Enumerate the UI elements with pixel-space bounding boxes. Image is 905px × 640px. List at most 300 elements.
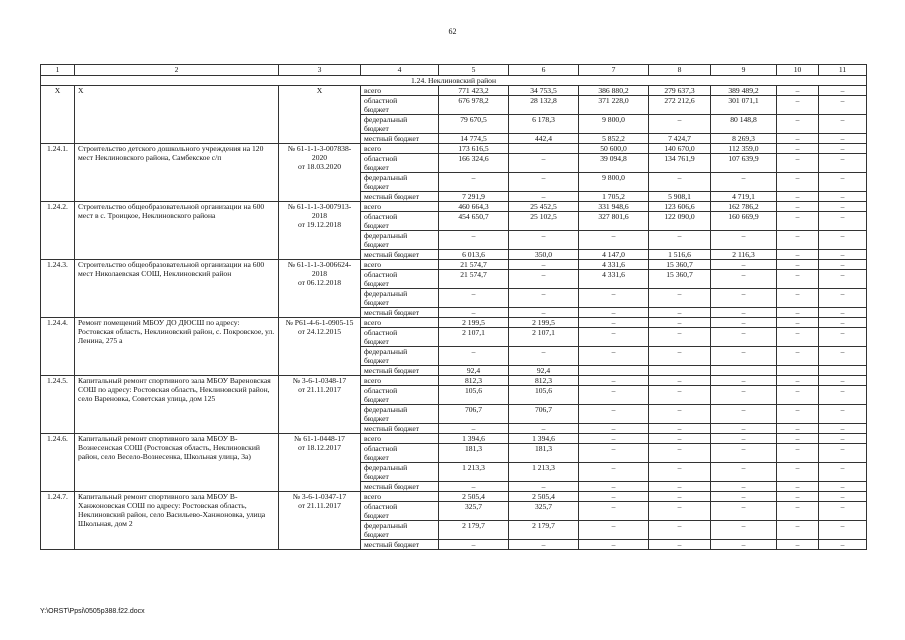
amount-cell: 706,7: [439, 405, 509, 424]
amount-cell: –: [509, 154, 579, 173]
amount-cell: –: [777, 492, 819, 502]
funding-source: федеральный бюджет: [361, 347, 439, 366]
amount-cell: 2 199,5: [439, 318, 509, 328]
funding-source: всего: [361, 144, 439, 154]
page-number: 62: [448, 27, 457, 36]
amount-cell: –: [777, 540, 819, 550]
amount-cell: –: [711, 405, 777, 424]
amount-cell: –: [819, 250, 867, 260]
amount-cell: –: [509, 173, 579, 192]
item-number: 1.24.4.: [41, 318, 75, 376]
amount-cell: 1 705,2: [579, 192, 649, 202]
amount-cell: –: [649, 424, 711, 434]
amount-cell: –: [649, 115, 711, 134]
amount-cell: –: [649, 347, 711, 366]
amount-cell: 92,4: [439, 366, 509, 376]
amount-cell: –: [711, 540, 777, 550]
amount-cell: –: [711, 318, 777, 328]
amount-cell: 812,3: [509, 376, 579, 386]
amount-cell: 5 908,1: [649, 192, 711, 202]
amount-cell: –: [649, 308, 711, 318]
amount-cell: –: [711, 492, 777, 502]
amount-cell: –: [649, 492, 711, 502]
amount-cell: 181,3: [509, 444, 579, 463]
amount-cell: 706,7: [509, 405, 579, 424]
amount-cell: –: [439, 308, 509, 318]
funding-source: областной бюджет: [361, 212, 439, 231]
amount-cell: –: [649, 482, 711, 492]
amount-cell: [819, 366, 867, 376]
amount-cell: –: [777, 405, 819, 424]
amount-cell: 105,6: [509, 386, 579, 405]
column-number: 5: [439, 65, 509, 76]
registration-number: № 61-1-1-3-007838-2020 от 18.03.2020: [279, 144, 361, 202]
amount-cell: 1 394,6: [509, 434, 579, 444]
column-number: 4: [361, 65, 439, 76]
amount-cell: –: [711, 482, 777, 492]
amount-cell: 4 331,6: [579, 260, 649, 270]
amount-cell: –: [579, 482, 649, 492]
amount-cell: –: [649, 405, 711, 424]
amount-cell: –: [579, 318, 649, 328]
amount-cell: –: [777, 250, 819, 260]
amount-cell: 79 670,5: [439, 115, 509, 134]
amount-cell: –: [777, 424, 819, 434]
amount-cell: –: [509, 289, 579, 308]
amount-cell: –: [711, 463, 777, 482]
object-name: Ремонт помещений МБОУ ДО ДЮСШ по адресу: Ростовская область, Неклиновский район, с. Покровское, ул. Ленина, 275 а: [75, 318, 279, 376]
funding-source: местный бюджет: [361, 482, 439, 492]
section-title-row: [41, 76, 867, 86]
object-name: Капитальный ремонт спортивного зала МБОУ В-Вознесенская СОШ (Ростовская область, Неклиновский район, село Весело-Вознесенка, Школьная улица, 3а): [75, 434, 279, 492]
column-number: 2: [75, 65, 279, 76]
amount-cell: –: [711, 328, 777, 347]
item-number: 1.24.2.: [41, 202, 75, 260]
amount-cell: –: [777, 260, 819, 270]
item-number: X: [41, 86, 75, 144]
funding-source: всего: [361, 86, 439, 96]
funding-source: областной бюджет: [361, 270, 439, 289]
amount-cell: –: [777, 347, 819, 366]
amount-cell: 386 880,2: [579, 86, 649, 96]
amount-cell: 160 669,9: [711, 212, 777, 231]
amount-cell: –: [777, 231, 819, 250]
funding-source: областной бюджет: [361, 154, 439, 173]
amount-cell: 454 650,7: [439, 212, 509, 231]
amount-cell: 122 090,0: [649, 212, 711, 231]
amount-cell: –: [649, 386, 711, 405]
amount-cell: 2 179,7: [439, 521, 509, 540]
amount-cell: 166 324,6: [439, 154, 509, 173]
amount-cell: [711, 366, 777, 376]
amount-cell: 39 094,8: [579, 154, 649, 173]
funding-source: всего: [361, 492, 439, 502]
amount-cell: –: [649, 502, 711, 521]
amount-cell: 676 978,2: [439, 96, 509, 115]
amount-cell: –: [777, 270, 819, 289]
amount-cell: –: [777, 308, 819, 318]
table-row: [41, 492, 867, 502]
amount-cell: –: [509, 231, 579, 250]
amount-cell: 25 102,5: [509, 212, 579, 231]
amount-cell: –: [439, 173, 509, 192]
amount-cell: –: [711, 444, 777, 463]
registration-number: № 3-6-1-0347-17 от 21.11.2017: [279, 492, 361, 550]
amount-cell: 8 269,3: [711, 134, 777, 144]
amount-cell: –: [711, 434, 777, 444]
amount-cell: –: [777, 521, 819, 540]
column-number: 8: [649, 65, 711, 76]
funding-source: федеральный бюджет: [361, 231, 439, 250]
registration-number: № 3-6-1-0348-17 от 21.11.2017: [279, 376, 361, 434]
amount-cell: 181,3: [439, 444, 509, 463]
funding-source: федеральный бюджет: [361, 289, 439, 308]
amount-cell: –: [819, 308, 867, 318]
funding-source: федеральный бюджет: [361, 405, 439, 424]
amount-cell: 28 132,8: [509, 96, 579, 115]
amount-cell: –: [439, 289, 509, 308]
amount-cell: –: [711, 308, 777, 318]
amount-cell: 9 800,0: [579, 115, 649, 134]
column-number: 11: [819, 65, 867, 76]
funding-source: местный бюджет: [361, 192, 439, 202]
amount-cell: –: [649, 463, 711, 482]
section-title: 1.24. Неклиновский район: [41, 76, 867, 86]
amount-cell: [509, 144, 579, 154]
amount-cell: 80 148,8: [711, 115, 777, 134]
amount-cell: 325,7: [439, 502, 509, 521]
column-number: 1: [41, 65, 75, 76]
amount-cell: 2 199,5: [509, 318, 579, 328]
amount-cell: –: [819, 212, 867, 231]
amount-cell: 112 359,0: [711, 144, 777, 154]
amount-cell: –: [819, 521, 867, 540]
amount-cell: 2 116,3: [711, 250, 777, 260]
table-row: [41, 318, 867, 328]
amount-cell: –: [819, 96, 867, 115]
amount-cell: –: [819, 502, 867, 521]
registration-number: X: [279, 86, 361, 144]
amount-cell: 7 291,9: [439, 192, 509, 202]
amount-cell: –: [509, 308, 579, 318]
amount-cell: 134 761,9: [649, 154, 711, 173]
amount-cell: –: [649, 540, 711, 550]
amount-cell: –: [711, 260, 777, 270]
registration-number: № 61-1-1-3-007913-2018 от 19.12.2018: [279, 202, 361, 260]
amount-cell: –: [579, 434, 649, 444]
amount-cell: –: [711, 347, 777, 366]
amount-cell: –: [649, 328, 711, 347]
registration-number: № 61-1-1-3-006624-2018 от 06.12.2018: [279, 260, 361, 318]
amount-cell: 2 505,4: [439, 492, 509, 502]
amount-cell: –: [777, 386, 819, 405]
funding-source: всего: [361, 434, 439, 444]
amount-cell: –: [439, 231, 509, 250]
column-number-row: [41, 65, 867, 76]
amount-cell: –: [579, 231, 649, 250]
amount-cell: –: [509, 270, 579, 289]
object-name: Капитальный ремонт спортивного зала МБОУ Вареновская СОШ по адресу: Ростовская область, Неклиновский район, село Вареновка, Советская улица, дом 125: [75, 376, 279, 434]
amount-cell: –: [819, 482, 867, 492]
amount-cell: –: [509, 192, 579, 202]
amount-cell: –: [777, 144, 819, 154]
funding-source: местный бюджет: [361, 250, 439, 260]
amount-cell: –: [711, 270, 777, 289]
amount-cell: –: [579, 492, 649, 502]
table-row: [41, 434, 867, 444]
amount-cell: –: [579, 386, 649, 405]
amount-cell: –: [711, 386, 777, 405]
amount-cell: 50 600,0: [579, 144, 649, 154]
amount-cell: –: [819, 540, 867, 550]
funding-source: местный бюджет: [361, 134, 439, 144]
amount-cell: 21 574,7: [439, 260, 509, 270]
amount-cell: –: [439, 540, 509, 550]
amount-cell: –: [711, 173, 777, 192]
amount-cell: 1 213,3: [439, 463, 509, 482]
table-row: [41, 376, 867, 386]
amount-cell: –: [819, 444, 867, 463]
amount-cell: 1 516,6: [649, 250, 711, 260]
amount-cell: –: [819, 192, 867, 202]
amount-cell: –: [439, 424, 509, 434]
amount-cell: –: [711, 424, 777, 434]
amount-cell: –: [777, 173, 819, 192]
amount-cell: –: [819, 231, 867, 250]
amount-cell: 4 719,1: [711, 192, 777, 202]
amount-cell: –: [819, 154, 867, 173]
object-name: Капитальный ремонт спортивного зала МБОУ В-Ханжоновская СОШ по адресу: Ростовская область, Неклиновский район, село Васильево-Ханжоновка, улица Школьная, дом 2: [75, 492, 279, 550]
amount-cell: –: [777, 444, 819, 463]
amount-cell: 123 606,6: [649, 202, 711, 212]
amount-cell: 2 107,1: [509, 328, 579, 347]
amount-cell: –: [819, 86, 867, 96]
amount-cell: –: [819, 434, 867, 444]
amount-cell: –: [819, 376, 867, 386]
amount-cell: 272 212,6: [649, 96, 711, 115]
amount-cell: 2 179,7: [509, 521, 579, 540]
amount-cell: –: [819, 463, 867, 482]
amount-cell: –: [777, 154, 819, 173]
amount-cell: –: [579, 328, 649, 347]
amount-cell: –: [509, 260, 579, 270]
amount-cell: –: [819, 202, 867, 212]
amount-cell: 173 616,5: [439, 144, 509, 154]
funding-source: федеральный бюджет: [361, 115, 439, 134]
amount-cell: 92,4: [509, 366, 579, 376]
amount-cell: –: [819, 270, 867, 289]
amount-cell: –: [819, 318, 867, 328]
amount-cell: –: [777, 96, 819, 115]
amount-cell: –: [579, 502, 649, 521]
amount-cell: –: [819, 347, 867, 366]
item-number: 1.24.6.: [41, 434, 75, 492]
amount-cell: –: [777, 289, 819, 308]
amount-cell: –: [579, 308, 649, 318]
column-number: 7: [579, 65, 649, 76]
amount-cell: 6 013,6: [439, 250, 509, 260]
amount-cell: –: [579, 405, 649, 424]
table-body: [41, 65, 867, 550]
amount-cell: –: [777, 376, 819, 386]
amount-cell: 1 394,6: [439, 434, 509, 444]
amount-cell: –: [649, 289, 711, 308]
table-row: [41, 144, 867, 154]
amount-cell: –: [579, 521, 649, 540]
amount-cell: –: [819, 424, 867, 434]
funding-source: всего: [361, 260, 439, 270]
funding-source: областной бюджет: [361, 444, 439, 463]
amount-cell: 14 774,5: [439, 134, 509, 144]
amount-cell: –: [819, 115, 867, 134]
amount-cell: –: [777, 463, 819, 482]
amount-cell: –: [649, 318, 711, 328]
amount-cell: –: [579, 444, 649, 463]
amount-cell: 331 948,6: [579, 202, 649, 212]
amount-cell: 301 071,1: [711, 96, 777, 115]
funding-source: местный бюджет: [361, 540, 439, 550]
item-number: 1.24.5.: [41, 376, 75, 434]
amount-cell: –: [819, 173, 867, 192]
item-number: 1.24.1.: [41, 144, 75, 202]
amount-cell: 140 670,0: [649, 144, 711, 154]
amount-cell: –: [579, 540, 649, 550]
amount-cell: –: [819, 405, 867, 424]
amount-cell: –: [579, 347, 649, 366]
amount-cell: 9 800,0: [579, 173, 649, 192]
amount-cell: –: [819, 386, 867, 405]
table-row: [41, 202, 867, 212]
amount-cell: –: [509, 347, 579, 366]
amount-cell: 327 801,6: [579, 212, 649, 231]
amount-cell: –: [439, 482, 509, 492]
amount-cell: 389 489,2: [711, 86, 777, 96]
amount-cell: –: [777, 202, 819, 212]
amount-cell: –: [579, 289, 649, 308]
registration-number: № 61-1-0448-17 от 18.12.2017: [279, 434, 361, 492]
amount-cell: 371 228,0: [579, 96, 649, 115]
amount-cell: –: [711, 521, 777, 540]
amount-cell: 105,6: [439, 386, 509, 405]
object-name: Строительство общеобразовательной организации на 600 мест в с. Троицкое, Неклиновского района: [75, 202, 279, 260]
funding-source: федеральный бюджет: [361, 463, 439, 482]
amount-cell: 1 213,3: [509, 463, 579, 482]
amount-cell: 6 178,3: [509, 115, 579, 134]
amount-cell: –: [777, 212, 819, 231]
amount-cell: 350,0: [509, 250, 579, 260]
table-row: [41, 260, 867, 270]
amount-cell: 4 147,0: [579, 250, 649, 260]
amount-cell: 15 360,7: [649, 260, 711, 270]
funding-source: областной бюджет: [361, 328, 439, 347]
amount-cell: 7 424,7: [649, 134, 711, 144]
amount-cell: –: [649, 376, 711, 386]
amount-cell: –: [509, 540, 579, 550]
amount-cell: 15 360,7: [649, 270, 711, 289]
amount-cell: 21 574,7: [439, 270, 509, 289]
column-number: 10: [777, 65, 819, 76]
object-name: Строительство детского дошкольного учреждения на 120 мест Неклиновского района, Самбекское с/п: [75, 144, 279, 202]
amount-cell: –: [579, 376, 649, 386]
amount-cell: –: [777, 482, 819, 492]
amount-cell: 771 423,2: [439, 86, 509, 96]
budget-table: [40, 64, 867, 550]
amount-cell: 279 637,3: [649, 86, 711, 96]
amount-cell: –: [439, 347, 509, 366]
amount-cell: 4 331,6: [579, 270, 649, 289]
funding-source: федеральный бюджет: [361, 173, 439, 192]
amount-cell: –: [711, 376, 777, 386]
amount-cell: 2 505,4: [509, 492, 579, 502]
registration-number: № Р61-4-6-1-0905-15 от 24.12.2015: [279, 318, 361, 376]
amount-cell: –: [819, 260, 867, 270]
amount-cell: –: [819, 492, 867, 502]
amount-cell: –: [777, 318, 819, 328]
amount-cell: 460 664,3: [439, 202, 509, 212]
amount-cell: –: [509, 482, 579, 492]
item-number: 1.24.3.: [41, 260, 75, 318]
amount-cell: –: [777, 115, 819, 134]
object-name: X: [75, 86, 279, 144]
column-number: 9: [711, 65, 777, 76]
amount-cell: [649, 366, 711, 376]
amount-cell: 162 786,2: [711, 202, 777, 212]
amount-cell: –: [777, 134, 819, 144]
amount-cell: [579, 366, 649, 376]
amount-cell: 107 639,9: [711, 154, 777, 173]
amount-cell: –: [711, 502, 777, 521]
amount-cell: –: [777, 502, 819, 521]
amount-cell: 2 107,1: [439, 328, 509, 347]
amount-cell: 34 753,5: [509, 86, 579, 96]
amount-cell: –: [579, 463, 649, 482]
funding-source: местный бюджет: [361, 424, 439, 434]
funding-source: всего: [361, 202, 439, 212]
funding-source: областной бюджет: [361, 96, 439, 115]
funding-source: всего: [361, 318, 439, 328]
funding-source: местный бюджет: [361, 366, 439, 376]
funding-source: местный бюджет: [361, 308, 439, 318]
amount-cell: –: [649, 173, 711, 192]
amount-cell: 5 852,2: [579, 134, 649, 144]
amount-cell: –: [649, 434, 711, 444]
amount-cell: –: [819, 134, 867, 144]
amount-cell: –: [711, 289, 777, 308]
amount-cell: 442,4: [509, 134, 579, 144]
amount-cell: 325,7: [509, 502, 579, 521]
amount-cell: –: [819, 328, 867, 347]
funding-source: всего: [361, 376, 439, 386]
amount-cell: –: [649, 521, 711, 540]
amount-cell: –: [711, 231, 777, 250]
amount-cell: –: [777, 434, 819, 444]
amount-cell: –: [649, 444, 711, 463]
amount-cell: –: [649, 231, 711, 250]
amount-cell: –: [819, 289, 867, 308]
amount-cell: 25 452,5: [509, 202, 579, 212]
amount-cell: –: [509, 424, 579, 434]
funding-source: федеральный бюджет: [361, 521, 439, 540]
item-number: 1.24.7.: [41, 492, 75, 550]
amount-cell: –: [777, 86, 819, 96]
amount-cell: [777, 366, 819, 376]
file-path-footer: Y:\ORST\Ppsi\0505p388.f22.docx: [40, 608, 145, 615]
amount-cell: –: [819, 144, 867, 154]
funding-source: областной бюджет: [361, 502, 439, 521]
column-number: 6: [509, 65, 579, 76]
amount-cell: –: [777, 328, 819, 347]
funding-source: областной бюджет: [361, 386, 439, 405]
